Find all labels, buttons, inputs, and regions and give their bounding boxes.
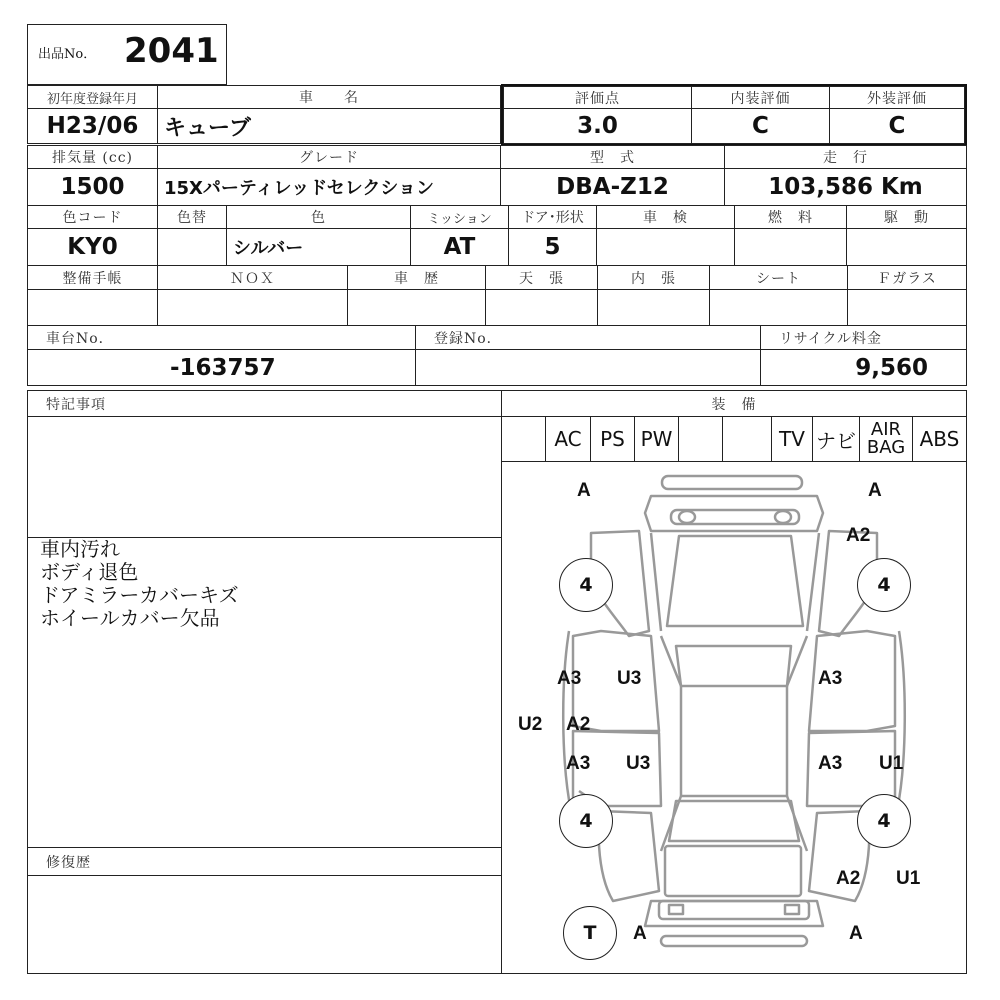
fuel-value: [734, 228, 847, 266]
tyre-front-right: 4: [857, 558, 911, 612]
damage-mark: A3: [557, 668, 582, 689]
damage-mark: A2: [566, 714, 591, 735]
equipment-item: [502, 417, 546, 461]
recycle-value: 9,560: [760, 349, 967, 386]
score-label: 評価点: [503, 86, 692, 109]
doors-label: ドア･形状: [508, 205, 597, 229]
car-name-label: 車 名: [157, 85, 501, 109]
repaint-label: 色替: [157, 205, 227, 229]
remarks-area-top: [27, 416, 502, 538]
interior-value: C: [691, 108, 830, 144]
lot-number-box: [27, 24, 227, 85]
service-book-label: 整備手帳: [27, 265, 158, 290]
car-name-value: キューブ: [157, 108, 501, 144]
remark-line: 車内汚れ: [40, 537, 120, 561]
color-code-value: KY0: [27, 228, 158, 266]
transmission-label: ミッション: [410, 205, 509, 229]
spare-tyre: T: [563, 906, 617, 960]
damage-mark: U1: [896, 868, 921, 889]
exterior-label: 外装評価: [829, 86, 965, 109]
seat-label: シート: [709, 265, 848, 290]
fuel-label: 燃 料: [734, 205, 847, 229]
color-value: シルバー: [226, 228, 411, 266]
remark-line: ホイールカバー欠品: [40, 606, 220, 630]
damage-mark: A: [849, 923, 863, 944]
damage-mark: A3: [818, 753, 843, 774]
exterior-value: C: [829, 108, 965, 144]
damage-mark: A: [577, 480, 591, 501]
mileage-label: 走 行: [724, 145, 967, 169]
damage-mark: U2: [518, 714, 543, 735]
remark-line: ボディ退色: [40, 560, 139, 584]
equipment-item: [679, 417, 723, 461]
transmission-value: AT: [410, 228, 509, 266]
remark-line: ドアミラーカバーキズ: [40, 583, 239, 607]
repair-history-label: 修復歴: [27, 847, 502, 876]
damage-mark: A: [868, 480, 882, 501]
tyre-rear-right: 4: [857, 794, 911, 848]
equipment-item-abs: ABS: [919, 427, 960, 451]
recycle-label: リサイクル料金: [760, 325, 967, 350]
model-value: DBA-Z12: [500, 168, 725, 206]
service-book-value: [27, 289, 158, 326]
roof-lining-value: [485, 289, 598, 326]
lot-number: 2041: [124, 31, 219, 71]
tyre-front-left: 4: [559, 558, 613, 612]
inner-lining-value: [597, 289, 710, 326]
color-label: 色: [226, 205, 411, 229]
front-glass-label: Ｆガラス: [847, 265, 967, 290]
inner-lining-label: 内 張: [597, 265, 710, 290]
chassis-value: -163757: [27, 349, 416, 386]
history-value: [347, 289, 486, 326]
registration-label: 登録No．: [415, 325, 761, 350]
model-label: 型 式: [500, 145, 725, 169]
score-value: 3.0: [503, 108, 692, 144]
equipment-label: 装 備: [501, 390, 967, 417]
damage-mark: A: [633, 923, 647, 944]
chassis-label: 車台No．: [27, 325, 416, 350]
lot-label: 出品No．: [38, 47, 97, 62]
damage-mark: U3: [626, 753, 651, 774]
history-label: 車 歴: [347, 265, 486, 290]
equipment-item-navi: ナビ: [813, 417, 860, 461]
inspection-value: [596, 228, 735, 266]
color-code-label: 色コード: [27, 205, 158, 229]
drive-value: [846, 228, 967, 266]
equipment-item-ps: PS: [591, 417, 635, 461]
doors-value: 5: [508, 228, 597, 266]
grade-value: 15Xパーティレッドセレクション: [157, 168, 501, 206]
remarks-notes: [40, 538, 239, 630]
equipment-item: [723, 417, 772, 461]
displacement-value: 1500: [27, 168, 158, 206]
damage-mark: A2: [846, 525, 871, 546]
nox-value: [157, 289, 348, 326]
damage-mark: A2: [836, 868, 861, 889]
registration-value: [415, 349, 761, 386]
seat-value: [709, 289, 848, 326]
inspection-label: 車 検: [596, 205, 735, 229]
damage-mark: A3: [818, 668, 843, 689]
mileage-value: 103,586 Km: [724, 168, 967, 206]
drive-label: 駆 動: [846, 205, 967, 229]
reg-year-label: 初年度登録年月: [27, 85, 158, 109]
displacement-label: 排気量 (cc): [27, 145, 158, 169]
remarks-label: 特記事項: [27, 390, 502, 417]
equipment-item-pw: PW: [635, 417, 679, 461]
grade-label: グレード: [157, 145, 501, 169]
equipment-item-airbag: AIR BAG: [860, 417, 913, 461]
equipment-item-tv: TV: [772, 417, 813, 461]
nox-label: ＮＯＸ: [157, 265, 348, 290]
equipment-row: [501, 416, 967, 462]
repaint-value: [157, 228, 227, 266]
equipment-item-ac: AC: [546, 417, 591, 461]
interior-label: 内装評価: [691, 86, 830, 109]
damage-mark: U1: [879, 753, 904, 774]
repair-history-area: [27, 875, 502, 974]
damage-mark: A3: [566, 753, 591, 774]
roof-lining-label: 天 張: [485, 265, 598, 290]
tyre-rear-left: 4: [559, 794, 613, 848]
damage-mark: U3: [617, 668, 642, 689]
reg-year-value: H23/06: [27, 108, 158, 144]
front-glass-value: [847, 289, 967, 326]
